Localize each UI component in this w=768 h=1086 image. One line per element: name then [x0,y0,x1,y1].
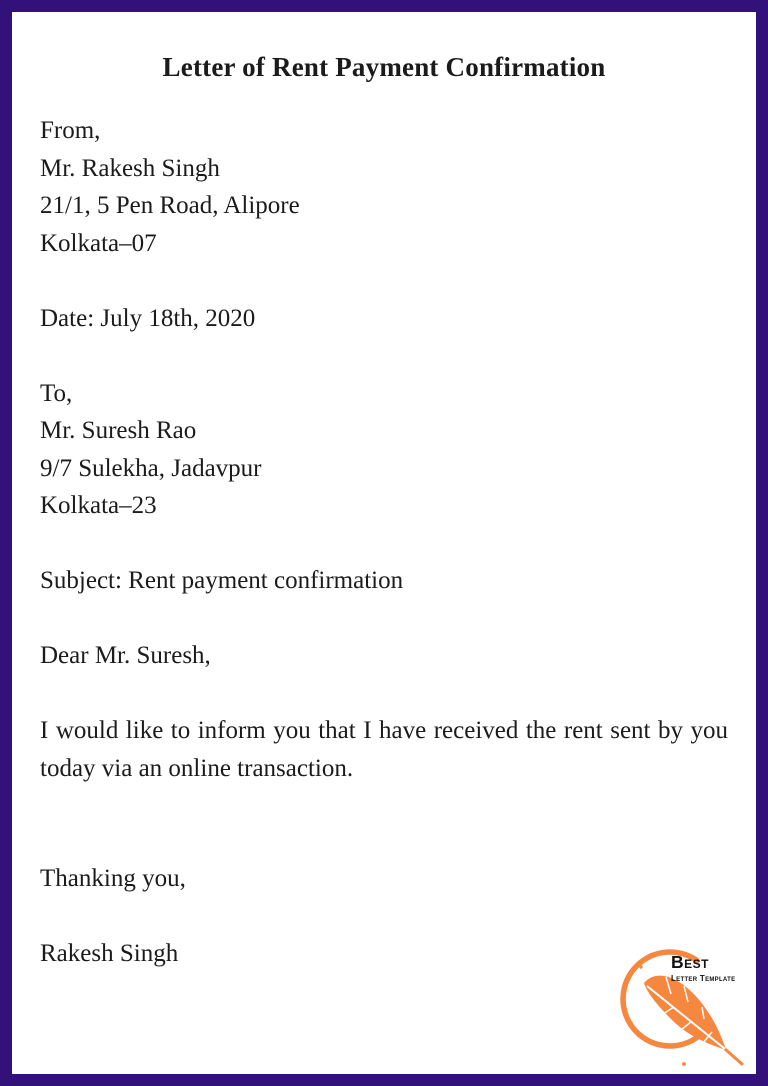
logo-brand-top: Best [671,952,709,972]
logo-brand-bottom: Letter Template [671,974,736,983]
from-address-line2: Kolkata–07 [40,229,157,257]
to-address-line2: Kolkata–23 [40,492,157,519]
signature-name: Rakesh Singh [40,940,179,967]
logo-speck [682,1062,686,1066]
from-name: Mr. Rakesh Singh [40,154,220,182]
letter-sheet [12,12,756,1074]
date-line: Date: July 18th, 2020 [40,304,256,332]
feather-quill-tip [725,1049,742,1064]
from-address-line1: 21/1, 5 Pen Road, Alipore [40,192,300,219]
from-block [40,112,728,262]
subject-line: Subject: Rent payment confirmation [40,567,404,594]
letter-title: Letter of Rent Payment Confirmation [162,52,606,82]
best-letter-template-logo [614,937,754,1072]
salutation: Dear Mr. Suresh, [40,642,211,669]
body-paragraph: I would like to inform you that I have received the rent sent by you today via an online transaction. [40,717,728,782]
logo-speck [639,965,642,968]
to-block [40,375,728,525]
to-name: Mr. Suresh Rao [40,417,197,444]
to-label: To, [40,379,73,407]
closing-line: Thanking you, [40,865,186,892]
from-label: From, [40,117,101,144]
to-address-line1: 9/7 Sulekha, Jadavpur [40,454,262,482]
